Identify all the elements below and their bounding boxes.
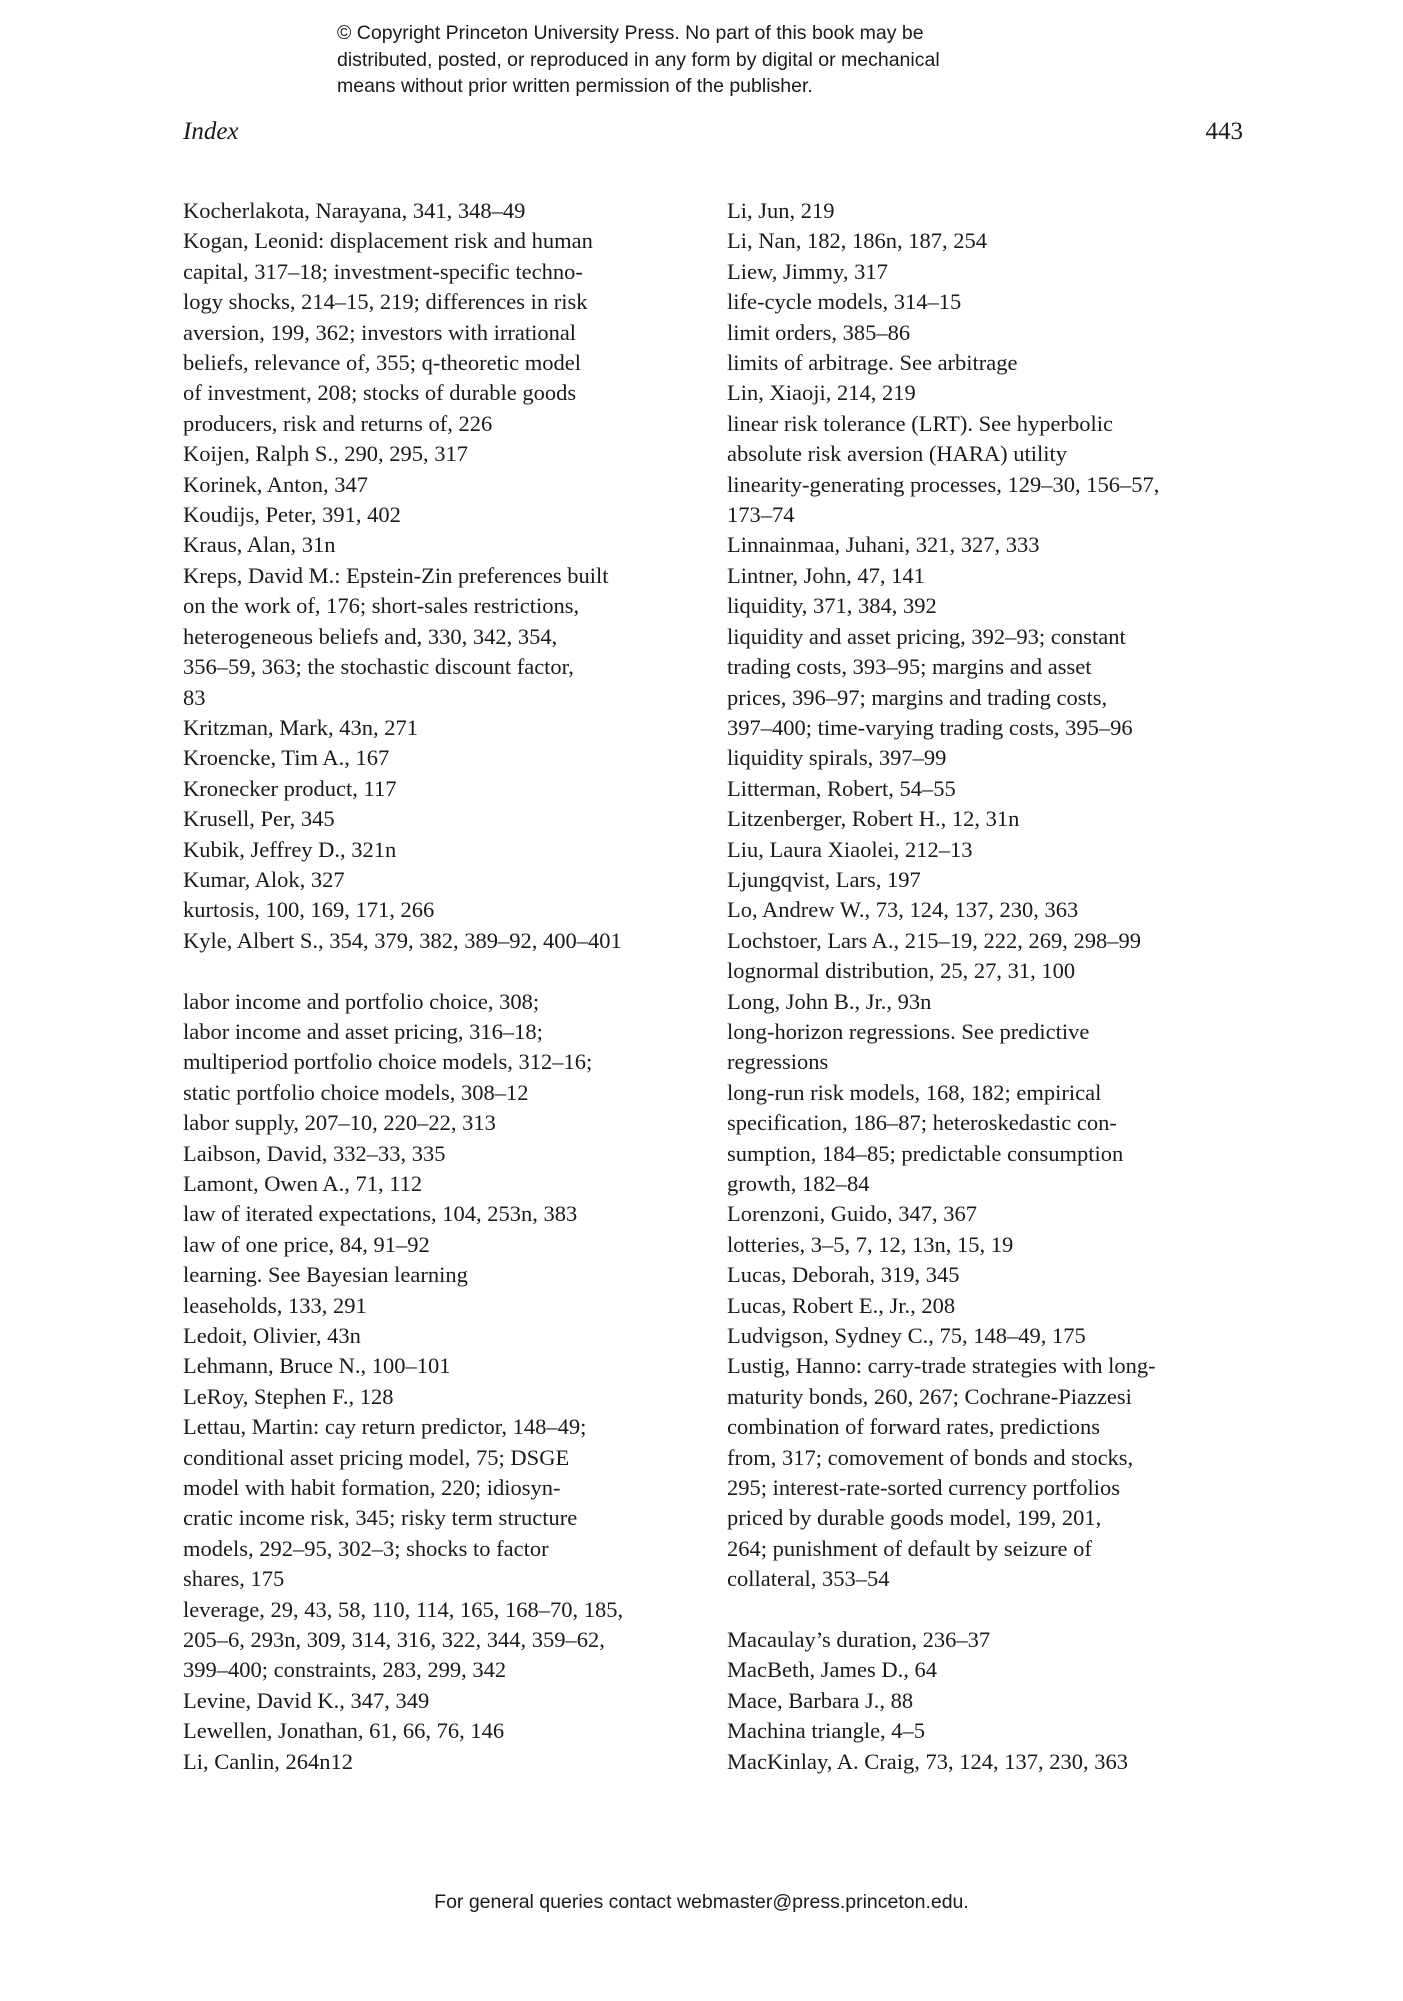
index-entry bbox=[183, 1199, 693, 1229]
index-entry bbox=[727, 470, 1247, 531]
index-entry bbox=[727, 1351, 1247, 1594]
index-entry-line: maturity bonds, 260, 267; Cochrane-Piazzesi bbox=[727, 1383, 1132, 1409]
index-entry bbox=[727, 409, 1247, 470]
index-entry-line: 83 bbox=[183, 684, 206, 710]
index-entry-line: Linnainmaa, Juhani, 321, 327, 333 bbox=[727, 532, 1040, 558]
index-entry-line: Lo, Andrew W., 73, 124, 137, 230, 363 bbox=[727, 897, 1079, 923]
index-entry-line: trading costs, 393–95; margins and asset bbox=[727, 654, 1092, 680]
index-entry-line: liquidity spirals, 397–99 bbox=[727, 745, 947, 771]
index-entry bbox=[727, 1260, 1247, 1290]
index-column-right bbox=[727, 196, 1247, 1777]
index-entry bbox=[727, 1291, 1247, 1321]
index-entry-line: sumption, 184–85; predictable consumption bbox=[727, 1140, 1124, 1166]
index-entry bbox=[183, 774, 693, 804]
index-entry bbox=[183, 926, 693, 956]
copyright-notice bbox=[337, 20, 1097, 100]
index-entry-line: Lin, Xiaoji, 214, 219 bbox=[727, 380, 916, 406]
index-entry bbox=[183, 1169, 693, 1199]
index-entry-line: lognormal distribution, 25, 27, 31, 100 bbox=[727, 958, 1076, 984]
letter-group-gap bbox=[727, 1595, 1247, 1625]
index-entry-line: beliefs, relevance of, 355; q-theoretic model bbox=[183, 350, 581, 376]
index-entry bbox=[727, 804, 1247, 834]
index-entry-line: Krusell, Per, 345 bbox=[183, 806, 335, 832]
index-entry-line: 173–74 bbox=[727, 502, 795, 528]
index-entry-line: growth, 182–84 bbox=[727, 1171, 870, 1196]
index-entry bbox=[183, 1351, 693, 1381]
index-entry bbox=[183, 1321, 693, 1351]
index-entry-line: labor income and portfolio choice, 308; bbox=[183, 988, 540, 1014]
index-entry bbox=[727, 287, 1247, 317]
index-entry-line: life-cycle models, 314–15 bbox=[727, 289, 962, 315]
index-entry bbox=[727, 226, 1247, 256]
index-column-left bbox=[183, 196, 693, 1777]
index-entry bbox=[727, 835, 1247, 865]
index-entry-line: Lochstoer, Lars A., 215–19, 222, 269, 298–99 bbox=[727, 927, 1142, 953]
index-entry-line: Ljungqvist, Lars, 197 bbox=[727, 866, 921, 892]
running-head: Index bbox=[183, 118, 239, 145]
index-entry-line: prices, 396–97; margins and trading costs, bbox=[727, 684, 1108, 710]
index-entry-line: multiperiod portfolio choice models, 312–16; bbox=[183, 1049, 593, 1075]
index-entry-line: linearity-generating processes, 129–30, 156–57, bbox=[727, 471, 1160, 497]
index-entry-line: 295; interest-rate-sorted currency portfolios bbox=[727, 1475, 1120, 1501]
index-entry bbox=[183, 713, 693, 743]
index-entry-line: 205–6, 293n, 309, 314, 316, 322, 344, 359–62, bbox=[183, 1627, 605, 1653]
index-entry-line: from, 317; comovement of bonds and stocks, bbox=[727, 1444, 1134, 1470]
index-entry bbox=[727, 987, 1247, 1017]
index-entry-line: of investment, 208; stocks of durable goods bbox=[183, 380, 577, 406]
index-entry bbox=[727, 348, 1247, 378]
index-entry bbox=[183, 743, 693, 773]
index-entry-line: lotteries, 3–5, 7, 12, 13n, 15, 19 bbox=[727, 1231, 1014, 1257]
index-entry bbox=[183, 1686, 693, 1716]
index-entry-line: on the work of, 176; short-sales restrictions, bbox=[183, 593, 580, 619]
index-entry-line: producers, risk and returns of, 226 bbox=[183, 410, 493, 436]
index-entry-line: limit orders, 385–86 bbox=[727, 319, 911, 345]
index-entry-line: specification, 186–87; heteroskedastic con- bbox=[727, 1110, 1117, 1136]
index-entry-line: Kumar, Alok, 327 bbox=[183, 866, 345, 892]
index-entry-line: Machina triangle, 4–5 bbox=[727, 1718, 926, 1744]
index-entry bbox=[727, 774, 1247, 804]
index-entry-line: Levine, David K., 347, 349 bbox=[183, 1687, 430, 1713]
footer-contact: For general queries contact webmaster@press.princeton.edu. bbox=[434, 1891, 969, 1913]
index-entry-line: learning. See Bayesian learning bbox=[183, 1262, 468, 1288]
index-entry-line: linear risk tolerance (LRT). See hyperbolic bbox=[727, 410, 1113, 436]
index-entry-line: Lucas, Robert E., Jr., 208 bbox=[727, 1292, 956, 1318]
index-entry-line: Kocherlakota, Narayana, 341, 348–49 bbox=[183, 198, 526, 223]
index-entry bbox=[183, 1412, 693, 1594]
index-entry bbox=[183, 865, 693, 895]
index-entry-line: cratic income risk, 345; risky term structure bbox=[183, 1505, 578, 1531]
index-entry-line: kurtosis, 100, 169, 171, 266 bbox=[183, 897, 435, 923]
index-entry-line: Li, Canlin, 264n12 bbox=[183, 1748, 353, 1774]
index-entry-line: shares, 175 bbox=[183, 1566, 285, 1592]
index-entry bbox=[727, 1747, 1247, 1777]
index-entry-line: Li, Nan, 182, 186n, 187, 254 bbox=[727, 228, 987, 254]
index-entry bbox=[727, 865, 1247, 895]
index-entry bbox=[727, 257, 1247, 287]
index-entry-line: limits of arbitrage. See arbitrage bbox=[727, 350, 1018, 376]
index-entry-line: Koijen, Ralph S., 290, 295, 317 bbox=[183, 441, 468, 467]
page-number: 443 bbox=[1205, 118, 1243, 145]
index-entry-line: heterogeneous beliefs and, 330, 342, 354, bbox=[183, 623, 558, 649]
index-entry-line: Lettau, Martin: cay return predictor, 148–49; bbox=[183, 1414, 587, 1440]
index-entry bbox=[727, 318, 1247, 348]
index-entry-line: capital, 317–18; investment-specific techno- bbox=[183, 258, 583, 284]
index-entry bbox=[727, 926, 1247, 956]
index-entry bbox=[727, 1199, 1247, 1229]
index-entry-line: labor supply, 207–10, 220–22, 313 bbox=[183, 1110, 496, 1136]
index-entry bbox=[727, 561, 1247, 591]
index-entry-line: Lorenzoni, Guido, 347, 367 bbox=[727, 1201, 977, 1227]
copyright-line: means without prior written permission of the publisher. bbox=[337, 75, 813, 97]
index-entry-line: Lewellen, Jonathan, 61, 66, 76, 146 bbox=[183, 1718, 505, 1744]
index-entry-line: Kubik, Jeffrey D., 321n bbox=[183, 836, 397, 862]
index-entry-line: aversion, 199, 362; investors with irrational bbox=[183, 319, 577, 345]
index-entry bbox=[183, 500, 693, 530]
index-entry-line: leaseholds, 133, 291 bbox=[183, 1292, 367, 1318]
index-entry-line: long-run risk models, 168, 182; empirical bbox=[727, 1079, 1102, 1105]
index-entry bbox=[183, 1260, 693, 1290]
index-entry-line: Liu, Laura Xiaolei, 212–13 bbox=[727, 836, 973, 862]
index-entry-line: Kogan, Leonid: displacement risk and human bbox=[183, 228, 593, 254]
index-entry bbox=[183, 1291, 693, 1321]
index-entry-line: 397–400; time-varying trading costs, 395–96 bbox=[727, 714, 1133, 740]
index-entry-line: Long, John B., Jr., 93n bbox=[727, 988, 932, 1014]
index-entry-line: Koudijs, Peter, 391, 402 bbox=[183, 502, 401, 528]
index-entry bbox=[727, 1321, 1247, 1351]
index-entry-line: 399–400; constraints, 283, 299, 342 bbox=[183, 1657, 507, 1683]
index-entry-line: Litterman, Robert, 54–55 bbox=[727, 775, 956, 801]
letter-group-gap bbox=[183, 956, 693, 986]
index-entry-line: law of one price, 84, 91–92 bbox=[183, 1231, 430, 1257]
index-entry-line: Kroencke, Tim A., 167 bbox=[183, 745, 390, 771]
index-entry-line: leverage, 29, 43, 58, 110, 114, 165, 168–70, 185, bbox=[183, 1596, 624, 1622]
index-entry-line: Ledoit, Olivier, 43n bbox=[183, 1323, 361, 1349]
index-entry bbox=[727, 196, 1247, 226]
index-entry bbox=[183, 1595, 693, 1686]
index-entry bbox=[727, 1230, 1247, 1260]
index-entry bbox=[183, 1716, 693, 1746]
index-entry bbox=[727, 591, 1247, 621]
index-entry-line: 356–59, 363; the stochastic discount factor, bbox=[183, 654, 574, 680]
index-entry-line: Lehmann, Bruce N., 100–101 bbox=[183, 1353, 451, 1379]
index-entry-line: combination of forward rates, predictions bbox=[727, 1414, 1101, 1440]
index-entry-line: Litzenberger, Robert H., 12, 31n bbox=[727, 806, 1020, 832]
index-entry-line: Laibson, David, 332–33, 335 bbox=[183, 1140, 446, 1166]
index-entry-line: Macaulay’s duration, 236–37 bbox=[727, 1627, 991, 1653]
index-entry bbox=[183, 835, 693, 865]
index-entry bbox=[183, 804, 693, 834]
index-entry-line: LeRoy, Stephen F., 128 bbox=[183, 1383, 394, 1409]
index-entry bbox=[183, 895, 693, 925]
index-entry-line: Lamont, Owen A., 71, 112 bbox=[183, 1170, 423, 1196]
index-entry-line: Kronecker product, 117 bbox=[183, 775, 397, 801]
index-entry bbox=[727, 1625, 1247, 1655]
index-entry bbox=[183, 470, 693, 500]
index-entry-line: 264; punishment of default by seizure of bbox=[727, 1535, 1092, 1561]
index-entry-line: MacKinlay, A. Craig, 73, 124, 137, 230, 363 bbox=[727, 1748, 1129, 1774]
index-entry-line: absolute risk aversion (HARA) utility bbox=[727, 441, 1067, 467]
index-entry-line: Mace, Barbara J., 88 bbox=[727, 1687, 914, 1713]
index-entry bbox=[183, 1382, 693, 1412]
index-entry-line: Kritzman, Mark, 43n, 271 bbox=[183, 714, 418, 740]
index-entry bbox=[727, 895, 1247, 925]
index-entry-line: Lustig, Hanno: carry-trade strategies with long- bbox=[727, 1353, 1156, 1379]
index-entry-line: Lintner, John, 47, 141 bbox=[727, 562, 925, 588]
index-entry-line: Kraus, Alan, 31n bbox=[183, 532, 336, 558]
index-entry bbox=[727, 1686, 1247, 1716]
index-entry-line: Kyle, Albert S., 354, 379, 382, 389–92, 400–401 bbox=[183, 927, 622, 953]
index-entry bbox=[183, 1230, 693, 1260]
index-entry bbox=[183, 1747, 693, 1777]
index-entry bbox=[727, 743, 1247, 773]
index-entry bbox=[727, 530, 1247, 560]
copyright-line: © Copyright Princeton University Press. No part of this book may be bbox=[337, 22, 924, 44]
copyright-line: distributed, posted, or reproduced in any form by digital or mechanical bbox=[337, 48, 940, 71]
index-entry bbox=[183, 530, 693, 560]
index-entry-line: labor income and asset pricing, 316–18; bbox=[183, 1018, 543, 1044]
index-entry bbox=[727, 1716, 1247, 1746]
index-entry-line: models, 292–95, 302–3; shocks to factor bbox=[183, 1535, 549, 1561]
index-entry-line: Liew, Jimmy, 317 bbox=[727, 258, 888, 284]
index-entry-line: long-horizon regressions. See predictive bbox=[727, 1018, 1090, 1044]
index-entry-line: static portfolio choice models, 308–12 bbox=[183, 1079, 529, 1105]
index-entry bbox=[727, 378, 1247, 408]
index-entry bbox=[727, 956, 1247, 986]
index-entry-line: collateral, 353–54 bbox=[727, 1566, 890, 1592]
index-entry-line: MacBeth, James D., 64 bbox=[727, 1657, 937, 1683]
index-entry-line: law of iterated expectations, 104, 253n, 383 bbox=[183, 1201, 578, 1227]
index-entry-line: Lucas, Deborah, 319, 345 bbox=[727, 1262, 960, 1288]
index-entry bbox=[183, 987, 693, 1109]
index-entry-line: Ludvigson, Sydney C., 75, 148–49, 175 bbox=[727, 1323, 1086, 1349]
index-entry-line: priced by durable goods model, 199, 201, bbox=[727, 1505, 1102, 1531]
index-entry-line: liquidity and asset pricing, 392–93; constant bbox=[727, 623, 1126, 649]
index-entry bbox=[183, 196, 693, 226]
index-entry bbox=[727, 1078, 1247, 1200]
index-entry bbox=[183, 1108, 693, 1138]
index-entry-line: Korinek, Anton, 347 bbox=[183, 471, 368, 497]
index-entry-line: conditional asset pricing model, 75; DSGE bbox=[183, 1444, 570, 1470]
index-entry bbox=[727, 622, 1247, 744]
index-entry bbox=[727, 1017, 1247, 1078]
index-entry bbox=[727, 1655, 1247, 1685]
index-entry bbox=[183, 439, 693, 469]
index-entry-line: Kreps, David M.: Epstein-Zin preferences built bbox=[183, 562, 609, 588]
index-entry-line: liquidity, 371, 384, 392 bbox=[727, 593, 937, 619]
index-entry bbox=[183, 561, 693, 713]
index-entry bbox=[183, 1139, 693, 1169]
index-entry bbox=[183, 226, 693, 439]
index-entry-line: model with habit formation, 220; idiosyn- bbox=[183, 1475, 561, 1501]
index-entry-line: Li, Jun, 219 bbox=[727, 198, 835, 223]
index-entry-line: regressions bbox=[727, 1049, 829, 1075]
index-entry-line: logy shocks, 214–15, 219; differences in risk bbox=[183, 289, 588, 315]
